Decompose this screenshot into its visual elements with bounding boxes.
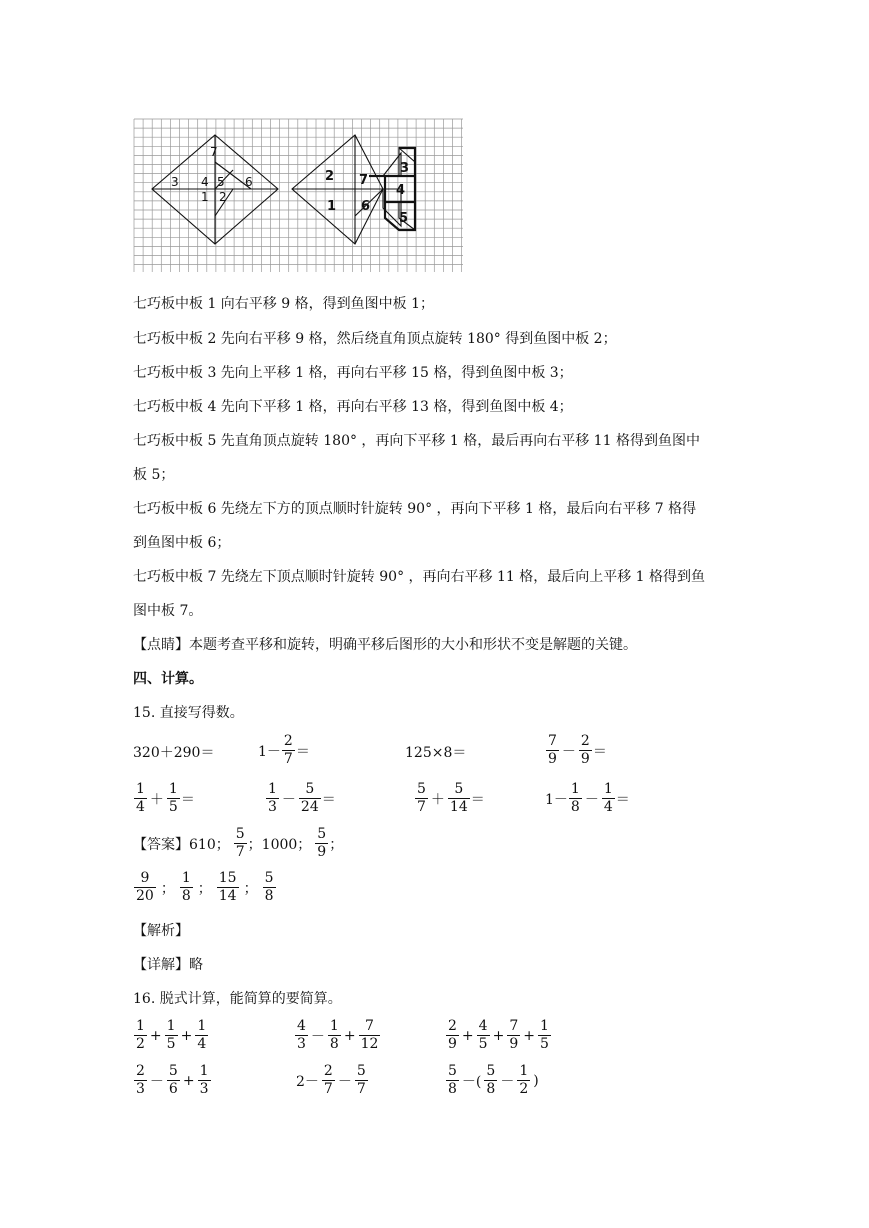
denominator: 3: [199, 1081, 209, 1097]
explanation-line-7: 七巧板中板 6 先绕左下方的顶点顺时针旋转 90° ，再向下平移 1 格，最后向右平移 7 格得: [133, 501, 697, 517]
tangram-label-5: 5: [217, 175, 225, 189]
denominator: 8: [486, 1081, 496, 1097]
explanation-line-4: 七巧板中板 4 先向下平移 1 格，再向右平移 13 格，得到鱼图中板 4；: [133, 399, 573, 415]
operator: +: [149, 1027, 162, 1044]
fraction: [167, 781, 180, 816]
numerator: 9: [140, 870, 150, 886]
numerator: 1: [539, 1018, 549, 1034]
q15-expr-7: [414, 781, 485, 816]
fish-label-7: 7: [359, 173, 369, 188]
fish-label-6: 6: [361, 199, 371, 214]
fraction: [355, 1063, 368, 1098]
fraction: [134, 781, 147, 816]
numerator: 2: [323, 1063, 333, 1079]
fraction: [134, 1018, 147, 1053]
fish-label-3: 3: [400, 161, 410, 176]
denominator: 20: [136, 888, 154, 904]
fraction: [315, 826, 328, 861]
numerator: 5: [417, 781, 426, 797]
q15-expr-8: [545, 781, 630, 816]
operator: ): [533, 1072, 539, 1089]
separator: ；: [243, 880, 258, 897]
numerator: 1: [603, 781, 613, 797]
denominator: 3: [268, 799, 277, 815]
fraction: [134, 870, 156, 905]
explanation-line-6: 板 5；: [133, 467, 175, 483]
denominator: 5: [168, 799, 178, 815]
operator: 2－: [296, 1073, 319, 1090]
fraction: [446, 1018, 459, 1053]
operator: ＋: [149, 791, 164, 808]
operator: －: [310, 1028, 325, 1045]
q16-expr-3: [445, 1018, 552, 1053]
fish-label-4: 4: [396, 183, 406, 198]
operator: +: [461, 1027, 474, 1044]
denominator: 9: [509, 1036, 519, 1052]
q15-expr-4: [545, 733, 607, 768]
equals: ＝: [592, 743, 607, 760]
equals: ＝: [180, 791, 195, 808]
equals: ＝: [470, 791, 485, 808]
denominator: 7: [235, 844, 245, 860]
fish-label-1: 1: [327, 199, 337, 214]
operator: －: [337, 1073, 352, 1090]
fraction: [167, 1063, 180, 1098]
denominator: 8: [264, 888, 274, 904]
fraction: [195, 1018, 208, 1053]
tangram-label-3: 3: [171, 175, 179, 189]
operator: +: [343, 1027, 356, 1044]
q15-expr-3: [405, 742, 466, 762]
denominator: 5: [478, 1036, 488, 1052]
numerator: 5: [235, 826, 245, 842]
separator: ；: [329, 836, 344, 853]
numerator: 15: [218, 870, 237, 886]
section-title: 四、计算。: [133, 671, 203, 687]
explanation-line-1: 七巧板中板 1 向右平移 9 格，得到鱼图中板 1；: [133, 296, 434, 312]
explanation-line-9: 七巧板中板 7 先绕左下顶点顺时针旋转 90° ，再向右平移 11 格，最后向上平移 1 格得到鱼: [133, 569, 706, 585]
q15-expr-2-pre: 1－: [258, 743, 281, 760]
operator: －: [584, 791, 599, 808]
fraction: [263, 870, 276, 905]
denominator: 8: [329, 1036, 339, 1052]
explanation-line-3: 七巧板中板 3 先向上平移 1 格，再向右平移 15 格，得到鱼图中板 3；: [133, 365, 573, 381]
explanation-line-10: 图中板 7。: [133, 603, 203, 619]
numerator: 5: [356, 1063, 366, 1079]
fraction: [569, 781, 582, 816]
fraction: [180, 870, 193, 905]
numerator: 2: [448, 1018, 457, 1034]
denominator: 7: [417, 799, 426, 815]
numerator: 1: [136, 1018, 145, 1034]
fraction: [328, 1018, 341, 1053]
operator: －: [149, 1073, 164, 1090]
numerator: 1: [519, 1063, 529, 1079]
numerator: 7: [365, 1018, 374, 1034]
explanation-line-2: 七巧板中板 2 先向右平移 9 格，然后绕直角顶点旋转 180° 得到鱼图中板 2；: [133, 331, 617, 347]
denominator: 7: [356, 1081, 366, 1097]
equals: ＝: [321, 791, 336, 808]
numerator: 5: [486, 1063, 496, 1079]
operator: +: [492, 1027, 505, 1044]
denominator: 5: [166, 1036, 176, 1052]
q15-title: 15. 直接写得数。: [133, 705, 244, 721]
numerator: 1: [197, 1018, 207, 1034]
numerator: 1: [181, 870, 191, 886]
fraction: [165, 1018, 178, 1053]
numerator: 7: [509, 1018, 519, 1034]
xiangjie-note: 【详解】略: [133, 957, 203, 973]
denominator: 6: [168, 1081, 178, 1097]
denominator: 14: [218, 888, 237, 904]
denominator: 3: [136, 1081, 145, 1097]
numerator: 5: [264, 870, 274, 886]
q15-expr-5: [133, 781, 195, 816]
numerator: 5: [454, 781, 464, 797]
numerator: 5: [305, 781, 315, 797]
denominator: 8: [181, 888, 191, 904]
fraction: [477, 1018, 490, 1053]
q15-expr-2-post: ＝: [295, 743, 310, 760]
numerator: 1: [136, 781, 145, 797]
denominator: 9: [548, 751, 557, 767]
q16-title: 16. 脱式计算，能简算的要简算。: [133, 991, 342, 1007]
denominator: 8: [448, 1081, 457, 1097]
numerator: 1: [570, 781, 580, 797]
fraction: [295, 1018, 308, 1053]
operator: +: [523, 1027, 535, 1044]
numerator: 2: [136, 1063, 145, 1079]
operator: +: [182, 1072, 195, 1089]
tangram-grid-figure: [133, 118, 464, 274]
fraction: [602, 781, 615, 816]
prefix: 1－: [545, 791, 568, 808]
fraction: [217, 870, 239, 905]
numerator: 5: [317, 826, 327, 842]
numerator: 1: [329, 1018, 339, 1034]
tangram-label-1: 1: [201, 190, 209, 204]
fraction: [448, 781, 470, 816]
denominator: 24: [300, 799, 319, 815]
answer-label: 【答案】: [133, 836, 189, 853]
fraction: [322, 1063, 335, 1098]
numerator: 1: [166, 1018, 176, 1034]
denominator: 14: [449, 799, 468, 815]
numerator: 5: [448, 1063, 457, 1079]
tangram-label-4: 4: [201, 175, 209, 189]
dianjing-note: 【点睛】本题考查平移和旋转，明确平移后图形的大小和形状不变是解题的关键。: [133, 637, 637, 653]
denominator: 7: [283, 751, 293, 767]
denominator: 4: [603, 799, 613, 815]
denominator: 8: [570, 799, 580, 815]
tangram-label-7: 7: [210, 145, 218, 159]
separator: ；: [247, 836, 262, 853]
denominator: 2: [519, 1081, 529, 1097]
equals: ＝: [615, 791, 630, 808]
numerator: 5: [168, 1063, 178, 1079]
q15-answer-row-1: [133, 826, 343, 861]
answer-value: 1000；: [261, 836, 312, 853]
numerator: 4: [478, 1018, 488, 1034]
numerator: 1: [168, 781, 178, 797]
denominator: 4: [136, 799, 145, 815]
fraction: [282, 733, 295, 768]
fraction: [234, 826, 247, 861]
denominator: 9: [317, 844, 327, 860]
q16-expr-5: [294, 1063, 369, 1098]
fraction: [266, 781, 279, 816]
tangram-label-6: 6: [245, 175, 253, 189]
separator: ；: [197, 880, 212, 897]
operator: +: [180, 1027, 193, 1044]
answer-value: 610；: [189, 836, 230, 853]
denominator: 9: [580, 751, 590, 767]
fraction: [134, 1063, 147, 1098]
fraction: [299, 781, 321, 816]
operator: ＋: [430, 791, 445, 808]
q16-expr-2: [294, 1018, 381, 1053]
fish-label-2: 2: [325, 169, 335, 184]
numerator: 7: [548, 733, 557, 749]
tangram-label-2: 2: [219, 190, 227, 204]
q15-expr-6: [265, 781, 336, 816]
denominator: 12: [360, 1036, 379, 1052]
fraction: [484, 1063, 497, 1098]
separator: ；: [160, 880, 175, 897]
fraction: [507, 1018, 520, 1053]
denominator: 3: [297, 1036, 306, 1052]
operator: －(: [461, 1073, 482, 1090]
q16-expr-4: [133, 1063, 212, 1098]
denominator: 4: [197, 1036, 207, 1052]
fish-label-5: 5: [399, 211, 409, 226]
operator: －: [500, 1073, 515, 1090]
explanation-line-8: 到鱼图中板 6；: [133, 535, 231, 551]
denominator: 5: [539, 1036, 549, 1052]
q15-expr-2: [258, 733, 310, 768]
numerator: 4: [297, 1018, 306, 1034]
fraction: [517, 1063, 530, 1098]
fraction: [359, 1018, 381, 1053]
fraction: [579, 733, 592, 768]
denominator: 2: [136, 1036, 145, 1052]
q15-expr-1: [133, 742, 214, 762]
denominator: 9: [448, 1036, 457, 1052]
fraction: [415, 781, 428, 816]
numerator: 1: [199, 1063, 209, 1079]
fraction: [538, 1018, 551, 1053]
numerator: 2: [283, 733, 293, 749]
fraction: [446, 1063, 459, 1098]
q15-expr-1-text: 320＋290＝: [133, 745, 215, 761]
explanation-line-5: 七巧板中板 5 先直角顶点旋转 180° ，再向下平移 1 格，最后再向右平移 11 格得到鱼图中: [133, 433, 700, 449]
jiexi-label: 【解析】: [133, 923, 189, 939]
numerator: 1: [268, 781, 277, 797]
fraction: [546, 733, 559, 768]
operator: －: [281, 791, 296, 808]
fraction: [198, 1063, 211, 1098]
q16-expr-1: [133, 1018, 209, 1053]
numerator: 2: [580, 733, 590, 749]
denominator: 7: [323, 1081, 333, 1097]
operator: －: [561, 743, 576, 760]
q15-answer-row-2: [133, 870, 277, 905]
q15-expr-3-text: 125×8＝: [405, 745, 467, 761]
q16-expr-6: [445, 1063, 541, 1098]
